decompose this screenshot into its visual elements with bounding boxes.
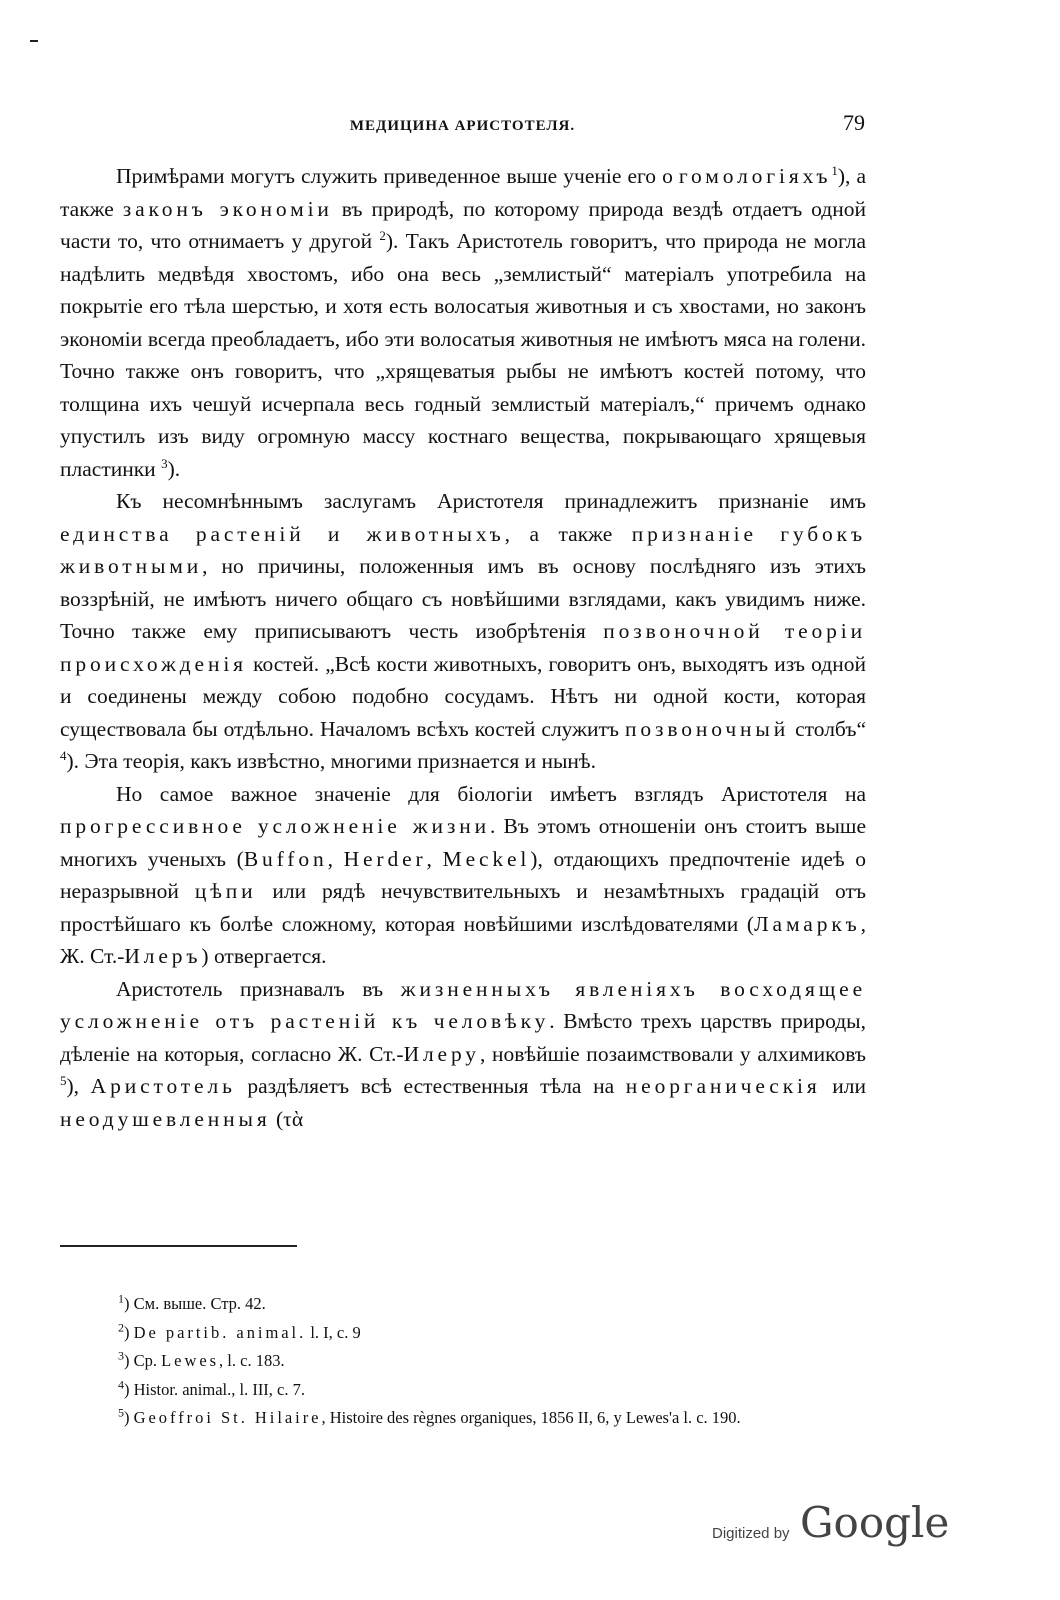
text-run: Къ несомнѣннымъ заслугамъ Аристотеля принадлежитъ признаніе имъ	[116, 489, 866, 513]
footnote-ref: 5	[60, 1072, 67, 1088]
footnote-text	[124, 1294, 266, 1313]
spaced-emphasis: законъ экономіи	[122, 196, 333, 221]
text-run: ,	[327, 846, 344, 871]
page-header	[60, 110, 865, 140]
paragraph	[60, 160, 866, 485]
spaced-emphasis: позвоночной теоріи происхожденія	[60, 619, 866, 676]
footnote-mark: 2	[118, 1320, 124, 1334]
text-run: ,	[426, 846, 443, 871]
spaced-emphasis: позвоночный	[625, 716, 790, 741]
text-run: ) См. выше. Стр. 42.	[124, 1294, 266, 1313]
footnote-text	[124, 1351, 285, 1370]
footnote-ref: 3	[161, 455, 168, 471]
spaced-emphasis: Meckel	[442, 846, 531, 871]
spaced-emphasis: прогрессивное усложненіе жизни	[60, 814, 490, 838]
text-run: въ природѣ, по которому природа вездѣ отдаетъ одной части то, что отнимаетъ у другой	[60, 196, 867, 253]
spaced-emphasis: цѣпи	[194, 879, 257, 903]
paragraph	[60, 973, 866, 1136]
spaced-emphasis: Lewes	[161, 1351, 220, 1370]
footnote-mark: 4	[118, 1377, 124, 1391]
spaced-emphasis: единства растеній и животныхъ	[60, 521, 505, 546]
spaced-emphasis: Geoffroi St. Hilaire	[133, 1408, 322, 1427]
footnote-mark: 5	[118, 1405, 124, 1420]
footnote-text	[124, 1408, 741, 1427]
footnote-text	[124, 1380, 305, 1399]
text-run: ) Ср.	[124, 1351, 162, 1370]
spaced-emphasis: Илеръ	[124, 944, 202, 968]
text-run: )	[124, 1408, 134, 1427]
text-run: ) отвергается.	[201, 944, 327, 968]
spaced-emphasis: признаніе губокъ животными	[60, 521, 866, 578]
spaced-emphasis: Илеру	[403, 1041, 480, 1066]
spaced-emphasis: неодушевленныя	[60, 1106, 271, 1131]
text-run: , новѣйшіе позаимствовали у алхимиковъ	[479, 1041, 866, 1066]
text-run: столбъ“	[789, 716, 866, 741]
footnote-text	[124, 1323, 361, 1342]
text-run: , Ж. Ст.-	[60, 911, 866, 968]
text-run: (τὰ	[270, 1106, 304, 1131]
text-run: ) Histor. animal., l. III, c. 7.	[124, 1379, 306, 1399]
text-run: ). Эта теорія, какъ извѣстно, многими признается и нынѣ.	[66, 749, 596, 773]
footnote-ref: 2	[379, 227, 386, 243]
text-run: ), а также	[60, 164, 867, 221]
paragraph	[60, 485, 866, 778]
text-run: ).	[167, 456, 181, 481]
text-run: . Вмѣсто трехъ царствъ природы, дѣленіе на которыя, согласно Ж. Ст.-	[60, 1009, 866, 1066]
footnote	[60, 1347, 866, 1376]
watermark-prefix: Digitized by	[712, 1525, 790, 1542]
text-run: , Histoire des règnes organiques, 1856 II, 6, y Lewes'a l. c. 190.	[321, 1408, 741, 1427]
scan-mark	[30, 40, 38, 42]
spaced-emphasis: гомологіяхъ	[678, 164, 832, 188]
spaced-emphasis: Herder	[343, 846, 427, 871]
text-run: Но самое важное значеніе для біологіи имѣетъ взглядъ Аристотеля на	[116, 781, 866, 806]
text-run: раздѣляетъ всѣ естественныя тѣла на	[235, 1074, 626, 1098]
spaced-emphasis: De partib. animal.	[133, 1322, 307, 1342]
text-run: костей. „Всѣ кости животныхъ, говоритъ онъ, выходятъ изъ одной и соединены между собою подобно сосудамъ. Нѣтъ ни одной кости, которая существовала бы отдѣльно. Началомъ всѣхъ костей служитъ	[60, 651, 866, 741]
google-logo: Google	[800, 1498, 950, 1547]
footnote	[60, 1404, 866, 1433]
spaced-emphasis: Buffon	[243, 846, 328, 871]
text-run: )	[124, 1322, 134, 1342]
text-run: . Въ этомъ отношеніи онъ стоитъ выше многихъ ученыхъ (	[60, 814, 866, 871]
footnote-mark: 1	[118, 1291, 124, 1306]
footnote-mark: 3	[118, 1348, 124, 1363]
text-run: ). Такъ Аристотель говоритъ, что природа не могла надѣлить медвѣдя хвостомъ, ибо она весь „землистый“ матеріалъ употребила на покрытіе его тѣла шерстью, и хотя есть волосатыя животныя и съ хвостами, но законъ экономіи всегда преобладаетъ, ибо эти волосатыя животныя не имѣютъ мяса на голени. Точно также онъ говоритъ, что „хрящеватыя рыбы не имѣютъ костей потому, что толщина ихъ чешуй исчерпала весь годный землистый матеріалъ,“ причемъ однако упустилъ изъ виду огромную массу костнаго вещества, покрывающаго хрящевыя пластинки	[60, 229, 867, 481]
page-number: 79	[843, 110, 865, 135]
spaced-emphasis: Аристотель	[90, 1074, 236, 1098]
text-run: , l. c. 183.	[219, 1351, 285, 1370]
text-run: ), отдающихъ предпочтеніе идеѣ о неразрывной	[60, 846, 867, 903]
digitized-watermark	[712, 1498, 950, 1548]
spaced-emphasis: жизненныхъ явленіяхъ восходящее усложненіе отъ растеній къ человѣку	[60, 976, 866, 1033]
footnotes	[60, 1290, 866, 1433]
text-run: ),	[66, 1074, 91, 1098]
footnote-ref: 1	[831, 162, 838, 178]
text-run: , а также	[504, 521, 632, 546]
text-run: или	[820, 1074, 866, 1098]
running-title: МЕДИЦИНА АРИСТОТЕЛЯ.	[349, 118, 576, 134]
footnote-rule	[60, 1245, 297, 1247]
paragraph	[60, 778, 866, 973]
main-text	[60, 160, 866, 1135]
spaced-emphasis: неорганическія	[625, 1074, 821, 1098]
text-run: или рядѣ нечувствительныхъ и незамѣтныхъ градацій отъ простѣйшаго къ болѣе сложному, которая новѣйшими изслѣдователями (	[60, 879, 866, 936]
text-run: l. I, c. 9	[306, 1322, 361, 1342]
text-run: Примѣрами могутъ служить приведенное выше ученіе его о	[116, 164, 679, 188]
text-run: Аристотель признавалъ въ	[116, 976, 401, 1001]
spaced-emphasis: Ламаркъ	[754, 911, 861, 936]
footnote	[60, 1376, 866, 1405]
footnote	[60, 1290, 866, 1319]
footnote	[60, 1319, 866, 1348]
text-run: , но причины, положенныя имъ въ основу послѣдняго изъ этихъ воззрѣній, не имѣютъ ничего общаго съ новѣйшими взглядами, какъ увидимъ ниже. Точно также ему приписываютъ честь изобрѣтенія	[60, 554, 866, 643]
footnote-ref: 4	[60, 747, 67, 763]
